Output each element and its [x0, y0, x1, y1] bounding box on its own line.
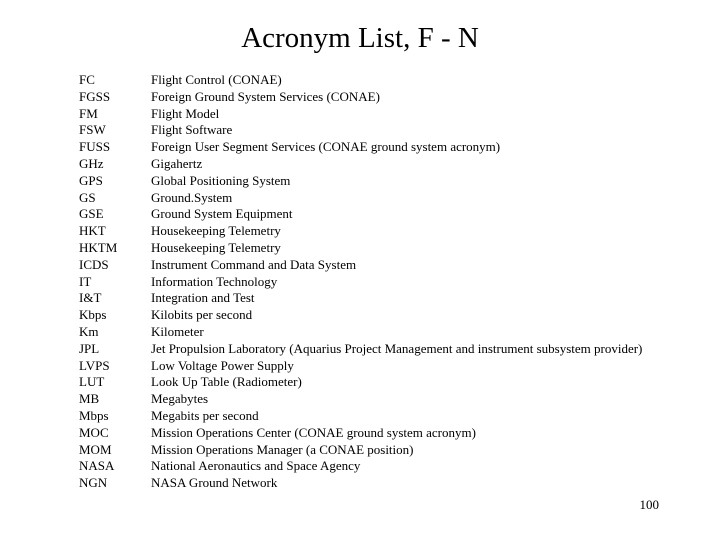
acronym-definition: NASA Ground Network — [151, 475, 278, 491]
acronym-row — [79, 156, 642, 173]
acronym-definition: Foreign Ground System Services (CONAE) — [151, 88, 380, 104]
acronym-term: IT — [79, 273, 92, 289]
acronym-definition: Jet Propulsion Laboratory (Aquarius Project Management and instrument subsystem provider) — [151, 340, 643, 356]
acronym-term: ICDS — [79, 256, 109, 272]
acronym-definition: Gigahertz — [151, 155, 203, 171]
acronym-term: FM — [79, 105, 98, 121]
acronym-row — [79, 173, 642, 190]
acronym-definition: Kilobits per second — [151, 307, 253, 323]
acronym-definition: Megabytes — [151, 391, 209, 407]
acronym-definition: Ground System Equipment — [151, 206, 293, 222]
acronym-row — [79, 139, 642, 156]
acronym-term: GPS — [79, 172, 103, 188]
acronym-term: HKTM — [79, 239, 118, 255]
acronym-list — [79, 72, 642, 492]
acronym-definition: Kilometer — [151, 323, 204, 339]
acronym-row — [79, 290, 642, 307]
acronym-term: FC — [79, 72, 95, 87]
acronym-row — [79, 324, 642, 341]
acronym-term: MOC — [79, 424, 109, 440]
acronym-definition: Low Voltage Power Supply — [151, 357, 294, 373]
acronym-definition: Housekeeping Telemetry — [151, 223, 281, 239]
acronym-row — [79, 106, 642, 123]
acronym-term: JPL — [79, 340, 100, 356]
acronym-term: LUT — [79, 374, 105, 390]
acronym-definition: Ground.System — [151, 189, 233, 205]
acronym-row — [79, 374, 642, 391]
acronym-term: HKT — [79, 223, 106, 239]
acronym-row — [79, 122, 642, 139]
acronym-term: Mbps — [79, 407, 109, 423]
acronym-definition: Look Up Table (Radiometer) — [151, 374, 302, 390]
acronym-definition: Information Technology — [151, 273, 278, 289]
acronym-row — [79, 257, 642, 274]
acronym-term: FUSS — [79, 139, 111, 155]
acronym-definition: Housekeeping Telemetry — [151, 239, 281, 255]
acronym-row — [79, 425, 642, 442]
acronym-definition: Megabits per second — [151, 407, 259, 423]
page-number: 100 — [639, 497, 659, 512]
acronym-row — [79, 223, 642, 240]
acronym-term: Kbps — [79, 307, 107, 323]
acronym-row — [79, 307, 642, 324]
acronym-term: LVPS — [79, 357, 110, 373]
acronym-row — [79, 240, 642, 257]
acronym-row — [79, 190, 642, 207]
acronym-row — [79, 206, 642, 223]
acronym-term: GS — [79, 189, 96, 205]
acronym-row — [79, 391, 642, 408]
acronym-row — [79, 358, 642, 375]
acronym-row — [79, 442, 642, 459]
slide-title: Acronym List, F - N — [241, 22, 479, 54]
acronym-definition: Integration and Test — [151, 290, 255, 306]
acronym-definition: Foreign User Segment Services (CONAE ground system acronym) — [151, 139, 501, 155]
acronym-term: MOM — [79, 441, 112, 457]
acronym-row — [79, 274, 642, 291]
acronym-row — [79, 475, 642, 492]
acronym-definition: Mission Operations Center (CONAE ground system acronym) — [151, 424, 476, 440]
acronym-term: Km — [79, 323, 99, 339]
acronym-row — [79, 72, 642, 89]
acronym-definition: Global Positioning System — [151, 172, 291, 188]
acronym-term: GHz — [79, 155, 104, 171]
acronym-definition: Mission Operations Manager (a CONAE position) — [151, 441, 414, 457]
acronym-term: NASA — [79, 458, 115, 474]
acronym-term: NGN — [79, 475, 108, 491]
acronym-definition: Flight Software — [151, 122, 233, 138]
acronym-term: FSW — [79, 122, 106, 138]
acronym-row — [79, 89, 642, 106]
acronym-term: I&T — [79, 290, 102, 306]
acronym-definition: Flight Control (CONAE) — [151, 72, 282, 87]
acronym-definition: National Aeronautics and Space Agency — [151, 458, 361, 474]
acronym-definition: Flight Model — [151, 105, 220, 121]
acronym-term: MB — [79, 391, 100, 407]
acronym-row — [79, 408, 642, 425]
acronym-row — [79, 458, 642, 475]
acronym-definition: Instrument Command and Data System — [151, 256, 357, 272]
acronym-row — [79, 341, 642, 358]
acronym-term: FGSS — [79, 88, 111, 104]
acronym-term: GSE — [79, 206, 104, 222]
